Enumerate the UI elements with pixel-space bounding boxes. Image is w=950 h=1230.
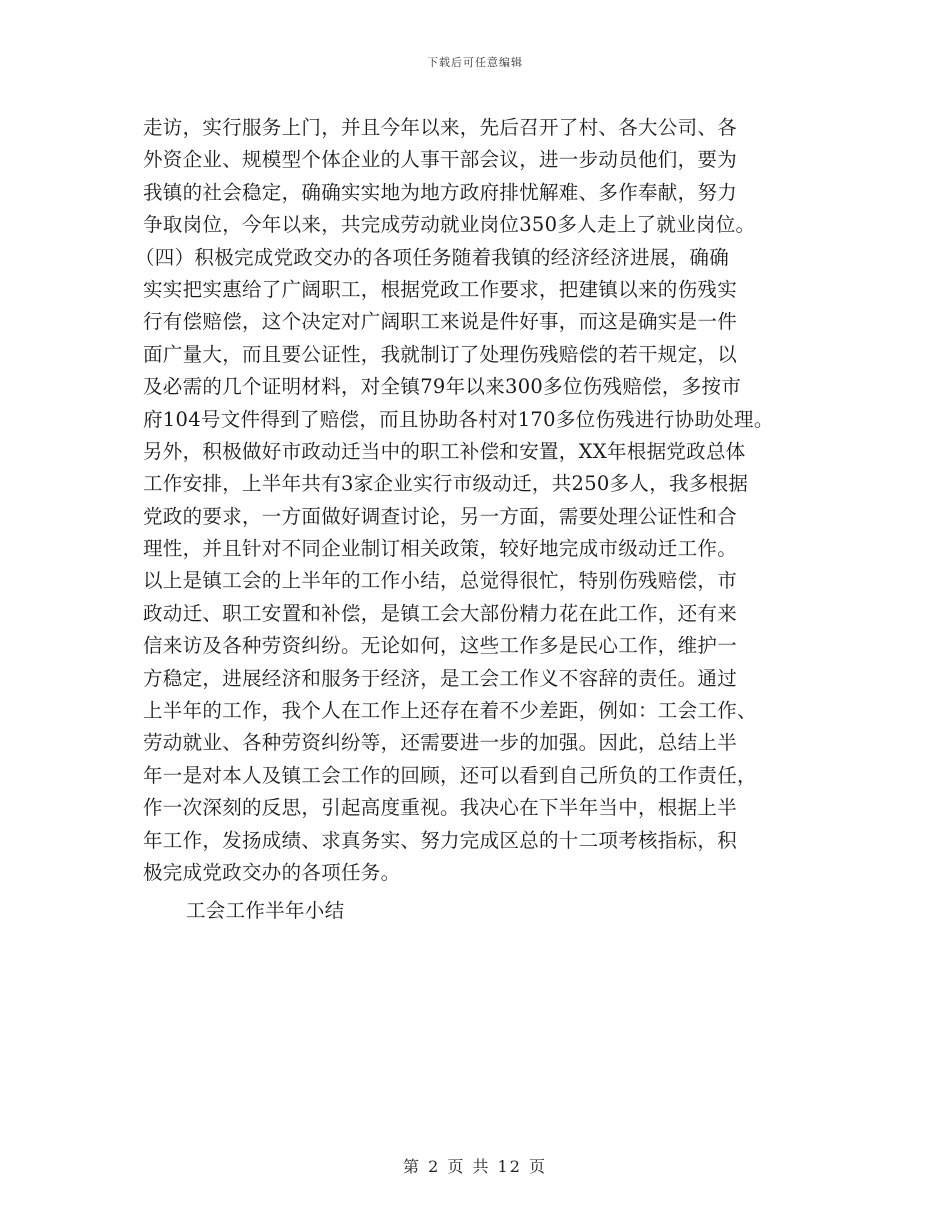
text-line: 政动迁、职工安置和补偿，是镇工会大部份精力花在此工作，还有来: [143, 601, 738, 625]
text-line: 上半年的工作，我个人在工作上还存在着不少差距，例如：工会工作、: [143, 699, 757, 723]
text-line: 外资企业、规模型个体企业的人事干部会议，进一步动员他们，要为: [143, 148, 738, 172]
document-body: [135, 112, 843, 928]
text-line: 年工作，发扬成绩、求真务实、努力完成区总的十二项考核指标，积: [143, 828, 738, 852]
section-title: 工会工作半年小结: [186, 899, 345, 923]
text-line: 我镇的社会稳定，确确实实地为地方政府排忧解难、多作奉献，努力: [143, 180, 738, 204]
page-footer: 第 2 页 共 12 页: [403, 1157, 547, 1176]
text-line: 理性，并且针对不同企业制订相关政策，较好地完成市级动迁工作。: [143, 537, 738, 561]
text-line: 方稳定，进展经济和服务于经济，是工会工作义不容辞的责任。通过: [143, 666, 738, 690]
text-line: 争取岗位，今年以来，共完成劳动就业岗位350多人走上了就业岗位。: [143, 213, 756, 237]
text-line: 及必需的几个证明材料，对全镇79年以来300多位伤残赔偿，多按市: [143, 375, 742, 399]
text-line: 信来访及各种劳资纠纷。无论如何，这些工作多是民心工作，维护一: [143, 634, 738, 658]
text-line: 劳动就业、各种劳资纠纷等，还需要进一步的加强。因此，总结上半: [143, 731, 738, 755]
text-line: 面广量大，而且要公证性，我就制订了处理伤残赔偿的若干规定，以: [143, 342, 738, 366]
text-line: （四）积极完成党政交办的各项任务随着我镇的经济经济进展，确确: [135, 245, 730, 269]
page-header: 下载后可任意编辑: [427, 56, 523, 69]
text-line: 府104号文件得到了赔偿，而且协助各村对170多位伤残进行协助处理。: [143, 407, 774, 431]
text-line: 走访，实行服务上门，并且今年以来，先后召开了村、各大公司、各: [143, 116, 738, 139]
text-line: 党政的要求，一方面做好调查讨论，另一方面，需要处理公证性和合: [143, 504, 738, 528]
text-line: 年一是对本人及镇工会工作的回顾，还可以看到自己所负的工作责任，: [143, 763, 757, 787]
text-line: 实实把实惠给了广阔职工，根据党政工作要求，把建镇以来的伤残实: [143, 277, 738, 301]
text-line: 以上是镇工会的上半年的工作小结，总觉得很忙，特别伤残赔偿，市: [143, 569, 738, 593]
text-line: 行有偿赔偿，这个决定对广阔职工来说是件好事，而这是确实是一件: [143, 310, 738, 334]
text-line: 极完成党政交办的各项任务。: [143, 860, 401, 884]
text-line: 另外，积极做好市政动迁当中的职工补偿和安置，XX年根据党政总体: [143, 439, 746, 463]
text-line: 工作安排，上半年共有3家企业实行市级动迁，共250多人，我多根据: [143, 472, 749, 496]
text-line: 作一次深刻的反思，引起高度重视。我决心在下半年当中，根据上半: [143, 796, 738, 820]
